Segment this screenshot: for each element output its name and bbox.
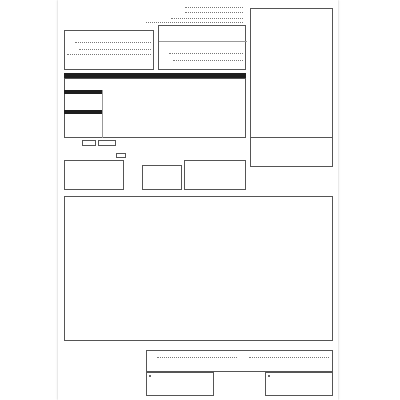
locataire-nom-field[interactable] — [169, 53, 243, 54]
bailleur-nom-field[interactable] — [75, 42, 151, 43]
consistance-bar — [64, 90, 102, 94]
equipement-box — [250, 8, 333, 138]
bailleur-signature-box[interactable] — [146, 372, 214, 396]
fait-field[interactable] — [157, 357, 237, 358]
bailleur-adresse-field-2[interactable] — [67, 54, 151, 55]
attention-block — [216, 372, 264, 396]
compteur-nombre-box[interactable] — [116, 153, 126, 158]
rooms-table — [64, 196, 333, 341]
locataire-check[interactable] — [268, 375, 270, 377]
cles-box[interactable] — [82, 140, 96, 146]
proprio-field-2[interactable] — [146, 22, 243, 23]
entree-date-field[interactable] — [185, 7, 243, 8]
bailleur-check[interactable] — [149, 375, 151, 377]
locataire-signature-box[interactable] — [265, 372, 333, 396]
cles-nombre-box[interactable] — [98, 140, 116, 146]
proprio-field[interactable] — [171, 18, 243, 19]
fait-box — [146, 350, 333, 372]
chauffage-obs-box[interactable] — [184, 160, 246, 190]
divers-box — [250, 137, 333, 167]
dependances-bar — [64, 110, 102, 114]
locaux-box — [64, 78, 246, 138]
sortie-date-field[interactable] — [185, 12, 243, 13]
form-sheet — [58, 0, 338, 400]
chauffage-box — [142, 165, 182, 190]
locataire-box — [158, 25, 246, 70]
bailleur-adresse-field[interactable] — [79, 49, 151, 50]
compteurs-box — [64, 160, 124, 190]
locataire-adresse-field[interactable] — [173, 60, 243, 61]
le-field[interactable] — [249, 357, 329, 358]
bailleur-box — [64, 30, 154, 70]
